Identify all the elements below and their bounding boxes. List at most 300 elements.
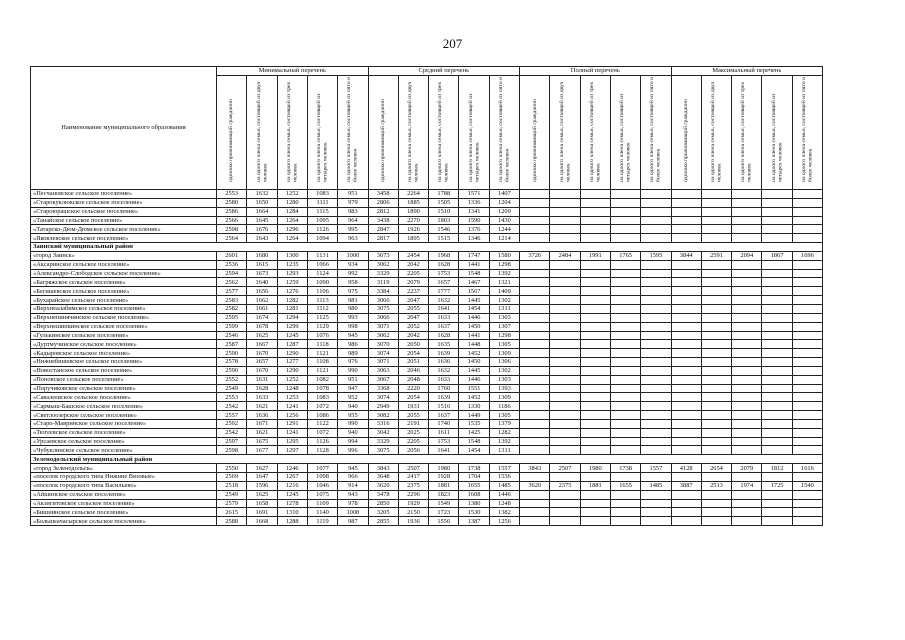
municipality-name: «Аксаринское сельское поселение» <box>31 260 217 269</box>
value-cell: 2580 <box>217 198 247 207</box>
value-cell <box>732 287 762 296</box>
value-cell: 2513 <box>701 481 731 490</box>
value-cell <box>671 349 701 358</box>
value-cell <box>671 225 701 234</box>
value-cell: 1305 <box>489 340 519 349</box>
sub-column-header <box>671 76 701 190</box>
municipality-name: «Верхнеалабимское сельское поселение» <box>31 304 217 313</box>
value-cell: 1639 <box>429 349 459 358</box>
value-cell <box>520 358 550 367</box>
value-cell: 1867 <box>762 251 792 260</box>
value-cell <box>641 304 671 313</box>
value-cell <box>762 508 792 517</box>
value-cell <box>762 269 792 278</box>
value-cell <box>792 499 822 508</box>
value-cell <box>701 366 731 375</box>
value-cell: 2591 <box>701 251 731 260</box>
value-cell: 1452 <box>459 393 489 402</box>
value-cell <box>792 313 822 322</box>
table-row <box>31 393 823 402</box>
value-cell <box>732 349 762 358</box>
value-cell: 2048 <box>398 375 428 384</box>
sub-column-header <box>277 76 307 190</box>
value-cell: 1290 <box>277 366 307 375</box>
value-cell <box>550 234 580 243</box>
value-cell: 1450 <box>459 358 489 367</box>
value-cell: 1627 <box>247 464 277 473</box>
value-cell: 1980 <box>580 464 610 473</box>
value-cell <box>701 411 731 420</box>
value-cell <box>701 517 731 526</box>
value-cell: 1387 <box>459 517 489 526</box>
value-cell <box>732 375 762 384</box>
value-cell <box>762 207 792 216</box>
value-cell <box>792 508 822 517</box>
value-cell: 1753 <box>429 269 459 278</box>
value-cell: 979 <box>338 198 368 207</box>
value-cell <box>610 331 640 340</box>
value-cell: 1076 <box>307 331 337 340</box>
sub-column-label: одиноко проживающий гражданин <box>379 99 386 182</box>
municipality-name: «город Заинск» <box>31 251 217 260</box>
value-cell <box>792 278 822 287</box>
table-row <box>31 402 823 411</box>
value-cell: 3478 <box>368 490 398 499</box>
value-cell: 2806 <box>368 198 398 207</box>
value-cell <box>520 313 550 322</box>
value-cell: 1691 <box>247 508 277 517</box>
value-cell <box>792 304 822 313</box>
value-cell <box>792 331 822 340</box>
value-cell: 1725 <box>762 481 792 490</box>
value-cell <box>671 419 701 428</box>
value-cell: 1678 <box>247 322 277 331</box>
value-cell <box>732 198 762 207</box>
table-row <box>31 419 823 428</box>
value-cell: 1446 <box>489 490 519 499</box>
value-cell: 3726 <box>520 251 550 260</box>
value-cell <box>550 269 580 278</box>
sub-column-label: на одного члена семьи, состоящей из двух человек <box>407 81 420 182</box>
value-cell: 1633 <box>429 313 459 322</box>
value-cell: 1277 <box>277 358 307 367</box>
value-cell: 1803 <box>429 216 459 225</box>
municipality-name: «Тюгеевское сельское поселение» <box>31 428 217 437</box>
value-cell <box>732 278 762 287</box>
value-cell: 1621 <box>247 428 277 437</box>
value-cell <box>671 473 701 482</box>
value-cell <box>762 296 792 305</box>
value-cell <box>580 340 610 349</box>
value-cell: 1650 <box>247 198 277 207</box>
value-cell <box>732 366 762 375</box>
value-cell <box>701 207 731 216</box>
value-cell: 1290 <box>277 349 307 358</box>
value-cell <box>610 490 640 499</box>
value-cell <box>641 234 671 243</box>
value-cell <box>701 322 731 331</box>
value-cell <box>792 358 822 367</box>
value-cell <box>641 411 671 420</box>
value-cell <box>762 216 792 225</box>
value-cell: 1510 <box>429 207 459 216</box>
value-cell <box>732 499 762 508</box>
value-cell: 1321 <box>489 278 519 287</box>
value-cell: 1083 <box>307 190 337 199</box>
value-cell <box>641 358 671 367</box>
value-cell: 1635 <box>429 340 459 349</box>
value-cell <box>792 296 822 305</box>
value-cell <box>550 322 580 331</box>
value-cell <box>580 313 610 322</box>
value-cell <box>610 198 640 207</box>
municipality-name: «Акзигитовское сельское поселение» <box>31 499 217 508</box>
sub-column-label: на одного члена семьи, состоящей из трех человек <box>740 81 753 182</box>
value-cell <box>792 419 822 428</box>
value-cell: 3887 <box>671 481 701 490</box>
value-cell: 1264 <box>277 216 307 225</box>
value-cell: 2046 <box>398 366 428 375</box>
value-cell <box>610 402 640 411</box>
value-cell: 955 <box>338 411 368 420</box>
value-cell: 983 <box>338 207 368 216</box>
value-cell <box>610 304 640 313</box>
value-cell: 994 <box>338 437 368 446</box>
value-cell: 2051 <box>398 358 428 367</box>
value-cell <box>732 428 762 437</box>
value-cell <box>550 428 580 437</box>
value-cell: 1276 <box>277 287 307 296</box>
value-cell: 1445 <box>459 366 489 375</box>
value-cell: 2507 <box>550 464 580 473</box>
value-cell <box>732 322 762 331</box>
value-cell <box>550 499 580 508</box>
municipality-name: «Бегишевское сельское поселение» <box>31 287 217 296</box>
value-cell: 1812 <box>762 464 792 473</box>
sub-column-header <box>489 76 519 190</box>
value-cell: 1647 <box>247 473 277 482</box>
value-cell <box>701 313 731 322</box>
table-row <box>31 499 823 508</box>
value-cell: 1640 <box>247 278 277 287</box>
value-cell <box>701 384 731 393</box>
value-cell: 1637 <box>429 322 459 331</box>
table-row <box>31 198 823 207</box>
table-row <box>31 304 823 313</box>
value-cell: 1293 <box>277 269 307 278</box>
value-cell: 1248 <box>277 384 307 393</box>
value-cell <box>641 437 671 446</box>
value-cell <box>520 260 550 269</box>
value-cell: 1548 <box>459 269 489 278</box>
value-cell: 1628 <box>429 260 459 269</box>
value-cell: 3620 <box>520 481 550 490</box>
value-cell: 990 <box>338 419 368 428</box>
value-cell: 3438 <box>368 216 398 225</box>
value-cell <box>792 269 822 278</box>
value-cell: 1454 <box>459 304 489 313</box>
value-cell <box>762 490 792 499</box>
value-cell: 1747 <box>459 251 489 260</box>
value-cell <box>550 402 580 411</box>
value-cell <box>610 322 640 331</box>
value-cell <box>701 260 731 269</box>
value-cell: 3075 <box>368 304 398 313</box>
municipality-name: «Яковлевское сельское поселение» <box>31 234 217 243</box>
group-header-medium: Средний перечень <box>368 67 520 76</box>
value-cell <box>792 340 822 349</box>
value-cell: 2237 <box>398 287 428 296</box>
value-cell <box>792 402 822 411</box>
value-cell <box>762 393 792 402</box>
value-cell: 3843 <box>368 464 398 473</box>
value-cell: 2052 <box>398 322 428 331</box>
value-cell: 1571 <box>459 190 489 199</box>
value-cell: 1658 <box>247 499 277 508</box>
value-cell <box>580 517 610 526</box>
value-cell <box>520 375 550 384</box>
value-cell <box>610 411 640 420</box>
value-cell: 2601 <box>217 251 247 260</box>
value-cell: 1760 <box>429 384 459 393</box>
value-cell: 1278 <box>277 499 307 508</box>
value-cell <box>732 402 762 411</box>
value-cell <box>641 490 671 499</box>
value-cell <box>610 216 640 225</box>
value-cell <box>671 216 701 225</box>
value-cell: 1530 <box>459 508 489 517</box>
value-cell: 2949 <box>368 402 398 411</box>
municipality-name: «Татарско-Дюм-Дюмское сельское поселение» <box>31 225 217 234</box>
value-cell: 980 <box>338 304 368 313</box>
value-cell: 2079 <box>398 278 428 287</box>
value-cell <box>671 366 701 375</box>
value-cell <box>550 349 580 358</box>
tariff-table <box>30 66 823 526</box>
value-cell: 1302 <box>489 296 519 305</box>
sub-column-header <box>429 76 459 190</box>
value-cell: 1675 <box>247 437 277 446</box>
value-cell <box>520 490 550 499</box>
section-row <box>31 455 823 464</box>
value-cell: 1677 <box>247 446 277 455</box>
value-cell: 3071 <box>368 322 398 331</box>
value-cell <box>641 366 671 375</box>
value-cell: 1616 <box>792 464 822 473</box>
value-cell <box>732 260 762 269</box>
value-cell <box>762 411 792 420</box>
value-cell <box>520 499 550 508</box>
value-cell: 1264 <box>277 234 307 243</box>
value-cell: 3844 <box>671 251 701 260</box>
value-cell <box>732 216 762 225</box>
value-cell: 1382 <box>489 508 519 517</box>
sub-column-label: на одного члена семьи, состоящей из двух человек <box>255 81 268 182</box>
value-cell <box>610 225 640 234</box>
value-cell: 1307 <box>489 322 519 331</box>
value-cell: 1256 <box>489 517 519 526</box>
value-cell <box>580 322 610 331</box>
table-row <box>31 481 823 490</box>
value-cell: 1546 <box>429 225 459 234</box>
sub-column-label: на одного члена семьи, состоящей из трех человек <box>437 81 450 182</box>
value-cell: 1611 <box>429 428 459 437</box>
value-cell: 2578 <box>217 358 247 367</box>
value-cell <box>641 402 671 411</box>
value-cell: 1446 <box>459 375 489 384</box>
value-cell: 2542 <box>217 402 247 411</box>
value-cell <box>671 358 701 367</box>
value-cell <box>550 419 580 428</box>
value-cell <box>792 437 822 446</box>
value-cell: 2454 <box>398 251 428 260</box>
value-cell <box>550 278 580 287</box>
value-cell <box>610 269 640 278</box>
value-cell: 1895 <box>398 234 428 243</box>
sub-column-label: на одного члена семьи, состоящей из четырех человек <box>316 93 329 182</box>
value-cell: 1536 <box>489 473 519 482</box>
value-cell: 3062 <box>368 331 398 340</box>
value-cell: 3205 <box>368 508 398 517</box>
value-cell <box>671 207 701 216</box>
tariff-table-container <box>30 66 822 526</box>
value-cell: 1968 <box>429 251 459 260</box>
value-cell: 995 <box>338 225 368 234</box>
value-cell: 2507 <box>398 464 428 473</box>
value-cell: 951 <box>338 190 368 199</box>
value-cell <box>550 216 580 225</box>
sub-column-label: на одного члена семьи, состоящей из двух человек <box>558 81 571 182</box>
value-cell <box>520 349 550 358</box>
value-cell: 2615 <box>217 508 247 517</box>
value-cell: 1991 <box>580 251 610 260</box>
table-row <box>31 437 823 446</box>
value-cell <box>610 234 640 243</box>
value-cell: 1656 <box>247 287 277 296</box>
value-cell <box>610 340 640 349</box>
value-cell <box>701 304 731 313</box>
value-cell <box>792 473 822 482</box>
table-row <box>31 322 823 331</box>
value-cell <box>792 384 822 393</box>
value-cell: 1777 <box>429 287 459 296</box>
value-cell: 1336 <box>459 198 489 207</box>
value-cell <box>732 207 762 216</box>
value-cell <box>792 287 822 296</box>
value-cell: 1823 <box>429 490 459 499</box>
value-cell: 2518 <box>217 481 247 490</box>
value-cell: 2855 <box>368 517 398 526</box>
value-cell <box>520 216 550 225</box>
value-cell: 2094 <box>732 251 762 260</box>
value-cell: 1306 <box>489 358 519 367</box>
value-cell <box>732 384 762 393</box>
value-cell: 981 <box>338 296 368 305</box>
value-cell: 2549 <box>217 384 247 393</box>
value-cell <box>641 331 671 340</box>
value-cell <box>671 304 701 313</box>
value-cell: 1740 <box>429 419 459 428</box>
value-cell: 1392 <box>489 269 519 278</box>
table-row <box>31 216 823 225</box>
value-cell: 2079 <box>732 464 762 473</box>
table-row <box>31 508 823 517</box>
municipality-name: «Танайское сельское поселение» <box>31 216 217 225</box>
value-cell <box>580 366 610 375</box>
value-cell: 1380 <box>459 499 489 508</box>
value-cell: 1376 <box>459 225 489 234</box>
value-cell: 1309 <box>489 349 519 358</box>
value-cell: 1738 <box>459 464 489 473</box>
value-cell <box>580 375 610 384</box>
value-cell <box>701 198 731 207</box>
value-cell <box>580 190 610 199</box>
value-cell: 1407 <box>489 190 519 199</box>
value-cell <box>641 419 671 428</box>
value-cell: 3119 <box>368 278 398 287</box>
value-cell <box>792 322 822 331</box>
sub-column-label: на одного члена семьи, состоящей из пяти и более человек <box>649 76 662 182</box>
sub-column-header <box>641 76 671 190</box>
table-row <box>31 251 823 260</box>
value-cell: 1516 <box>429 402 459 411</box>
value-cell: 3458 <box>368 190 398 199</box>
value-cell: 945 <box>338 331 368 340</box>
value-cell <box>580 473 610 482</box>
value-cell: 2564 <box>217 234 247 243</box>
value-cell <box>580 296 610 305</box>
value-cell: 2549 <box>217 490 247 499</box>
value-cell <box>550 508 580 517</box>
value-cell: 1668 <box>247 517 277 526</box>
value-cell <box>671 296 701 305</box>
value-cell <box>792 411 822 420</box>
value-cell <box>792 428 822 437</box>
municipality-name: «Савалеевское сельское поселение» <box>31 393 217 402</box>
value-cell: 951 <box>338 375 368 384</box>
value-cell <box>701 499 731 508</box>
value-cell <box>520 508 550 517</box>
sub-column-header <box>762 76 792 190</box>
value-cell: 989 <box>338 349 368 358</box>
sub-column-header <box>247 76 277 190</box>
value-cell <box>520 428 550 437</box>
value-cell: 2047 <box>398 313 428 322</box>
value-cell: 1670 <box>247 349 277 358</box>
value-cell <box>792 446 822 455</box>
value-cell: 2812 <box>368 207 398 216</box>
value-cell: 3062 <box>368 260 398 269</box>
value-cell: 1075 <box>307 490 337 499</box>
municipality-name: «Чубуклинское сельское поселение» <box>31 446 217 455</box>
value-cell <box>701 269 731 278</box>
value-cell <box>641 207 671 216</box>
value-cell: 1267 <box>277 473 307 482</box>
value-cell: 1140 <box>307 508 337 517</box>
value-cell: 3066 <box>368 296 398 305</box>
value-cell <box>610 278 640 287</box>
value-cell <box>641 287 671 296</box>
value-cell: 996 <box>338 446 368 455</box>
sub-column-label: на одного члена семьи, состоящей из четырех человек <box>467 93 481 182</box>
value-cell <box>671 490 701 499</box>
value-cell: 1636 <box>247 411 277 420</box>
value-cell <box>550 375 580 384</box>
value-cell: 1535 <box>459 419 489 428</box>
value-cell: 1926 <box>398 225 428 234</box>
value-cell: 1625 <box>247 490 277 499</box>
value-cell: 964 <box>338 216 368 225</box>
